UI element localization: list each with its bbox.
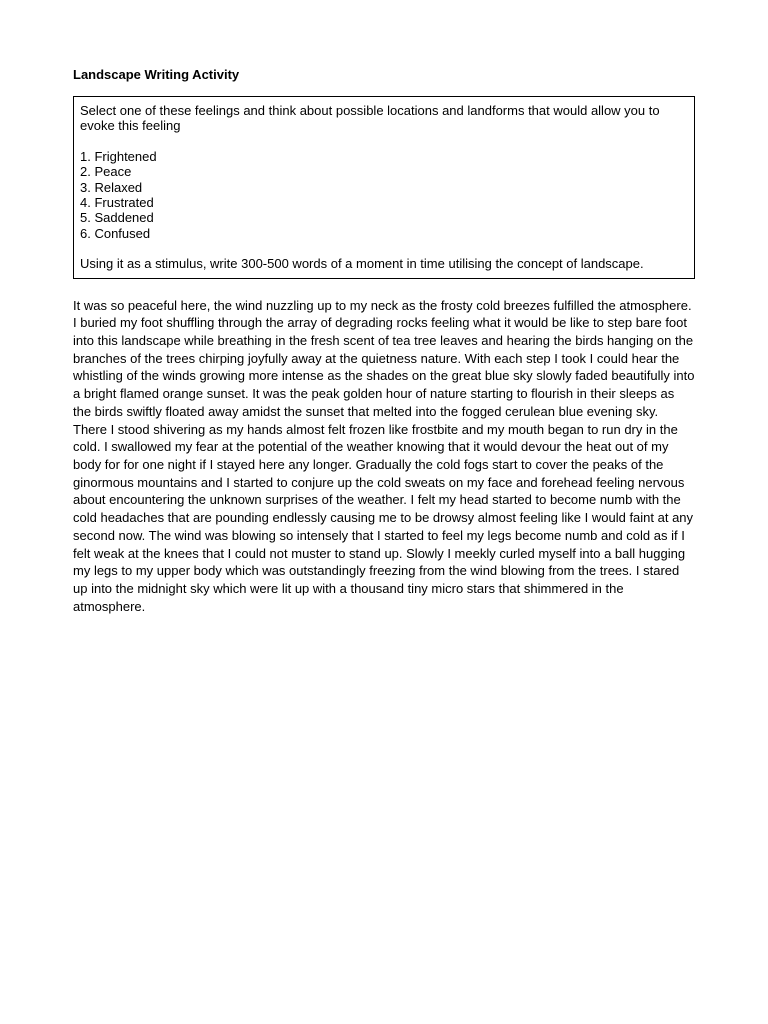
- feelings-list: [80, 149, 688, 241]
- feeling-item: 3. Relaxed: [80, 179, 143, 195]
- feeling-item: 2. Peace: [80, 164, 132, 180]
- feeling-item: 6. Confused: [80, 225, 151, 241]
- task-instruction: Select one of these feelings and think about possible locations and landforms that would allow you to evoke this feeling: [80, 103, 660, 134]
- document-title: Landscape Writing Activity: [73, 67, 240, 82]
- feeling-item: 5. Saddened: [80, 210, 154, 226]
- document-page: [73, 67, 695, 615]
- feeling-item: 1. Frightened: [80, 148, 157, 164]
- task-stimulus: Using it as a stimulus, write 300-500 words of a moment in time utilising the concept of landscape.: [80, 256, 644, 272]
- task-box: [73, 96, 695, 279]
- essay-text: It was so peaceful here, the wind nuzzling up to my neck as the frosty cold breezes fulfilled the atmosphere. I buried my foot shuffling through the array of degrading rocks feeling what it would be like to step bare foot into this landscape while breathing in the fresh scent of tea tree leaves and hearing the birds hanging on the branches of the trees chirping joyfully away at the quietness nature. With each step I took I could hear the whistling of the winds growing more intense as the shades on the great blue sky slowly faded beautifully into a bright flamed orange sunset. It was the peak golden hour of nature starting to flourish in their sleeps as the birds swiftly floated away amidst the sunset that melted into the fogged cerulean blue evening sky. There I stood shivering as my hands almost felt frozen like frostbite and my mouth began to run dry in the cold. I swallowed my fear at the potential of the weather knowing that it would devour the heat out of my body for for one night if I stayed here any longer. Gradually the cold fogs start to cover the peaks of the ginormous mountains and I started to conjure up the cold sweats on my face and forehead feeling nervous about encountering the unknown surprises of the weather. I felt my head started to become numb with the cold headaches that are pounding endlessly causing me to be drowsy almost feeling like I would faint at any second now. The wind was blowing so intensely that I started to feel my legs become numb and cold as if I felt weak at the knees that I could not muster to stand up. Slowly I meekly curled myself into a ball hugging my legs to my upper body which was outstandingly freezing from the wind blowing from the trees. I stared up into the midnight sky which were lit up with a thousand tiny micro stars that shimmered in the atmosphere.: [73, 297, 695, 614]
- feeling-item: 4. Frustrated: [80, 195, 154, 211]
